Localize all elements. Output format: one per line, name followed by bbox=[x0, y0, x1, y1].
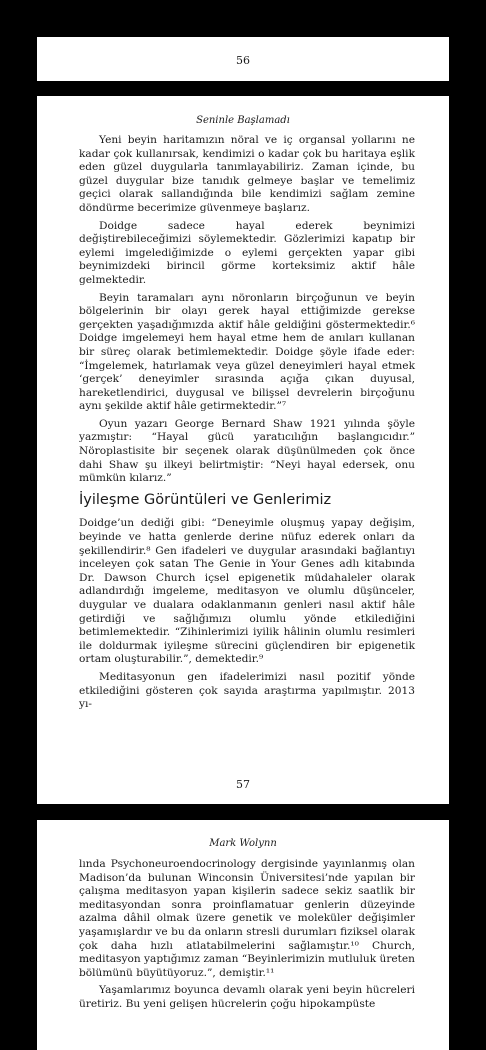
running-head: Mark Wolynn bbox=[209, 838, 277, 849]
paragraph: Meditasyonun gen ifadelerimizi nasıl pozitif yönde etkilediğini gösteren çok sayıda araştırma yapılmıştır. 2013 yı- bbox=[79, 670, 415, 711]
page-56-fragment bbox=[37, 37, 449, 81]
paragraph: Doidge sadece hayal ederek beynimizi değiştirebileceğimizi söylemektedir. Gözlerimizi kapatıp bir eylemi imgelediğimizde o eylemi gerçekten yapar gibi beynimizdeki birincil görme korteksimiz aktif hâle gelmektedir. bbox=[79, 219, 415, 286]
page-body bbox=[79, 134, 415, 716]
paragraph: lında Psychoneuroendocrinology dergisinde yayınlanmış olan Madison’da bulunan Winconsin Üniversitesi’nde yapılan bir çalışma meditasyon yapan kişilerin sadece sekiz saatlik bir meditasyondan sonra proinflamatuar genlerin düzeyinde azalma dâhil olmak üzere genetik ve moleküler değişimler yaşamışlardır ve bu da onların stresli durumları fiziksel olarak çok daha hızlı atlatabilmelerini sağlamıştır.¹⁰ Church, meditasyon yaptığımız zaman “Beyinlerimizin mutluluk üreten bölümünü büyütüyoruz.”, demiştir.¹¹ bbox=[79, 858, 415, 979]
paragraph: Beyin taramaları aynı nöronların birçoğunun ve beyin bölgelerinin bir olayı gerek hayal ettiğimizde gerekse gerçekten yaşadığımızda aktif hâle geldiğini göstermektedir.⁶ Doidge imgelemeyi hem hayal etme hem de anıları kullanan bir süreç olarak betimlemektedir. Doidge şöyle ifade eder: “İmgelemek, hatırlamak veya güzel deneyimleri hayal etmek ‘gerçek’ deneyimler sırasında açığa çıkan duyusal, hareketlendirici, duygusal ve bilişsel devrelerin birçoğunu aynı şekilde aktif hâle getirmektedir.”⁷ bbox=[79, 291, 415, 413]
page-57 bbox=[37, 96, 449, 804]
page-58-fragment bbox=[37, 820, 449, 1050]
section-heading: İyileşme Görüntüleri ve Genlerimiz bbox=[79, 491, 332, 508]
running-head: Seninle Başlamadı bbox=[196, 115, 290, 126]
paragraph: Yeni beyin haritamızın nöral ve iç organsal yollarını ne kadar çok kullanırsak, kendimizi o kadar çok bu haritaya eşlik eden güzel duygularla tanımlayabiliriz. Zaman içinde, bu güzel duygular bize tanıdık gelmeye başlar ve temelimiz geçici olarak sallandığında bile kendimizi sağlam zemine döndürme becerimize güvenmeye başlarız. bbox=[79, 134, 415, 214]
paragraph: Oyun yazarı George Bernard Shaw 1921 yılında şöyle yazmıştır: “Hayal gücü yaratıcılığın başlangıcıdır.” Nöroplastisite bir seçenek olarak düşünülmeden çok önce dahi Shaw şu ilkeyi belirtmiştir: “Neyi hayal edersek, onu mümkün kılarız.” bbox=[79, 417, 415, 485]
page-number: 57 bbox=[236, 778, 250, 791]
page-body bbox=[79, 858, 415, 1016]
paragraph: Doidge’un dediği gibi: “Deneyimle oluşmuş yapay değişim, beyinde ve hatta genlerde derine nüfuz ederek onları da şekillendirir.⁸ Gen ifadeleri ve duygular arasındaki bağlantıyı inceleyen çok satan The Genie in Your Genes adlı kitabında Dr. Dawson Church içsel epigenetik müdahaleler olarak adlandırdığı imgeleme, meditasyon ve olumlu düşünceler, duygular ve dualara odaklanmanın genleri nasıl aktif hâle getirdiği ve sağlığımızı olumlu yönde etkilediğini betimlemektedir. “Zihinlerimizi iyilik hâlinin olumlu resimleri ile doldurmak iyileşme sürecini güçlendiren bir epigenetik ortam oluşturabilir.”, demektedir.⁹ bbox=[79, 517, 415, 666]
page-number: 56 bbox=[236, 54, 250, 67]
paragraph: Yaşamlarımız boyunca devamlı olarak yeni beyin hücreleri üretiriz. Bu yeni gelişen hücrelerin çoğu hipokampüste bbox=[79, 984, 415, 1010]
